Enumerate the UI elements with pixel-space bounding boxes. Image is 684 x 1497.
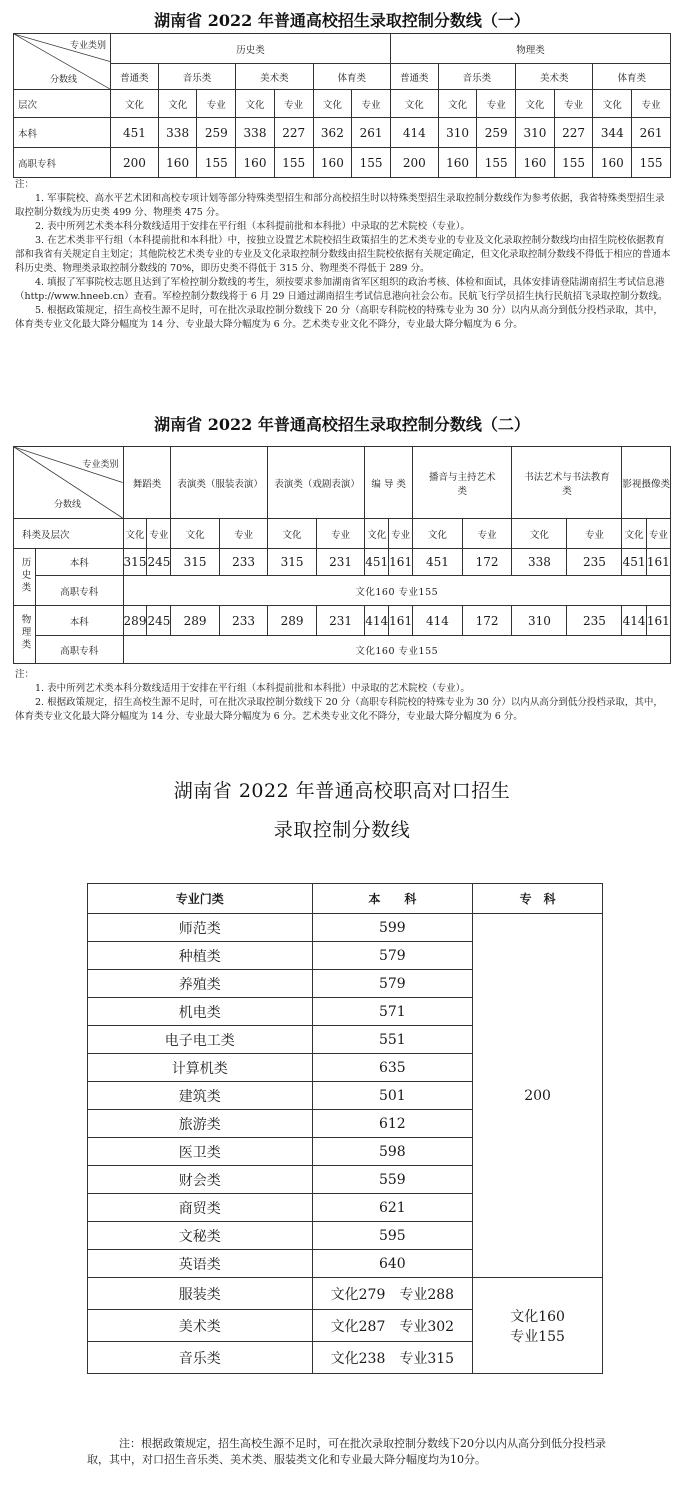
table2: [13, 446, 671, 664]
level-header: 科类及层次: [14, 519, 124, 549]
cell: 261: [632, 118, 671, 148]
score-cell: 文化287 专业302: [312, 1310, 473, 1342]
cell: 451: [111, 118, 159, 148]
cat-header: 表演类（戏剧表演）: [268, 447, 365, 519]
cell: 160: [593, 148, 632, 178]
cell: 161: [389, 606, 413, 636]
cell: 227: [274, 118, 313, 148]
col-zhuanye: 专业: [352, 90, 391, 118]
subcat-header: 美术类: [236, 64, 313, 90]
cell: 161: [389, 549, 413, 576]
table3-note: [87, 1436, 607, 1468]
cell: 310: [512, 606, 567, 636]
diag-top-label: 专业类别: [82, 460, 119, 470]
cell: 233: [219, 606, 267, 636]
col-wenhua: 文化: [622, 519, 646, 549]
category-cell: 财会类: [88, 1166, 313, 1194]
score-cell: 640: [312, 1250, 473, 1278]
score-cell: 文化279 专业288: [312, 1278, 473, 1310]
col-wenhua: 文化: [365, 519, 389, 549]
cell: 172: [462, 549, 512, 576]
subcat-header: 音乐类: [438, 64, 515, 90]
table1-notes: [15, 178, 671, 332]
cell: 160: [438, 148, 477, 178]
subcat-header: 体育类: [593, 64, 671, 90]
cell: 155: [352, 148, 391, 178]
col-zhuanye: 专业: [197, 90, 236, 118]
cell: 161: [646, 606, 670, 636]
note-line: 4. 填报了军事院校志愿且达到了军检控制分数线的考生，须按要求参加湖南省军区组织的政治考核、体检和面试，具体安排请登陆湖南招生考试信息港（http://www.hneeb.cn）查看。军检控制分数线将于 6 月 29 日通过湖南招生考试信息港向社会公布。民航飞行学员招生执行民航招飞录取控制分数线。: [15, 277, 668, 302]
col-wenhua: 文化: [313, 90, 352, 118]
category-cell: 养殖类: [88, 970, 313, 998]
subcat-header: 体育类: [313, 64, 390, 90]
note-line: 2. 表中所列艺术类本科分数线适用于安排在平行组（本科提前批和本科批）中录取的艺术院校（专业）。: [35, 221, 470, 232]
cell: 414: [365, 606, 389, 636]
note-heading: 注：: [15, 179, 35, 190]
col-zhuanye: 专业: [219, 519, 267, 549]
group-side-text: 物理类: [19, 614, 31, 652]
score-cell: 612: [312, 1110, 473, 1138]
diag-top-label: 专业类别: [69, 41, 106, 51]
group-side-text: 历史类: [19, 556, 31, 595]
category-cell: 建筑类: [88, 1082, 313, 1110]
subcat-header: 音乐类: [158, 64, 235, 90]
cell: 414: [390, 118, 438, 148]
col-wenhua: 文化: [593, 90, 632, 118]
cell: 289: [268, 606, 316, 636]
table-row: [14, 118, 671, 148]
cell: 315: [123, 549, 147, 576]
cell: 315: [268, 549, 316, 576]
cat-header: 书法艺术与书法教育类: [512, 447, 622, 519]
col-zhuanye: 专业: [147, 519, 171, 549]
category-cell: 电子电工类: [88, 1026, 313, 1054]
table-row: [14, 576, 671, 606]
col-wenhua: 文化: [516, 90, 555, 118]
col-wenhua: 文化: [158, 90, 197, 118]
cell: 344: [593, 118, 632, 148]
cell: 414: [413, 606, 463, 636]
cell: 160: [236, 148, 275, 178]
table1: [13, 33, 671, 178]
cell: 245: [147, 606, 171, 636]
table-row: [88, 914, 603, 942]
category-cell: 机电类: [88, 998, 313, 1026]
cell: 315: [171, 549, 219, 576]
cell: 289: [171, 606, 219, 636]
table1-title: 湖南省 2022 年普通高校招生录取控制分数线（一）: [154, 11, 530, 30]
cell: 200: [111, 148, 159, 178]
cell: 160: [313, 148, 352, 178]
category-cell: 美术类: [88, 1310, 313, 1342]
score-cell: 579: [312, 942, 473, 970]
category-cell: 种植类: [88, 942, 313, 970]
score-cell: 598: [312, 1138, 473, 1166]
note-line: 5. 根据政策规定，招生高校生源不足时，可在批次录取控制分数线下 20 分（高职专科院校的特殊专业为 30 分）以内从高分到低分投档录取，其中，体育类专业文化最大降分幅度为 14 分、专业最大降分幅度为 6 分。艺术类专业文化不降分，专业最大降分幅度为 6 分。: [15, 305, 663, 330]
table2-title: 湖南省 2022 年普通高校招生录取控制分数线（二）: [154, 415, 530, 434]
row-label: 本科: [14, 118, 111, 148]
cell: 259: [477, 118, 516, 148]
cell: 310: [516, 118, 555, 148]
category-cell: 计算机类: [88, 1054, 313, 1082]
cell: 161: [646, 549, 670, 576]
table2-notes: [15, 668, 671, 724]
merged-cell: 文化160 专业155: [123, 576, 670, 606]
cat-header: 舞蹈类: [123, 447, 171, 519]
category-cell: 旅游类: [88, 1110, 313, 1138]
cell: 235: [567, 606, 622, 636]
group-side-label: [14, 549, 36, 606]
cell: 155: [554, 148, 593, 178]
category-cell: 医卫类: [88, 1138, 313, 1166]
col-wenhua: 文化: [413, 519, 463, 549]
score-cell: 579: [312, 970, 473, 998]
group-header-physics: 物理类: [390, 34, 670, 64]
cell: 155: [632, 148, 671, 178]
score-cell: 599: [312, 914, 473, 942]
header-benke: 本 科: [312, 884, 473, 914]
cell: 155: [197, 148, 236, 178]
cell: 172: [462, 606, 512, 636]
cell: 261: [352, 118, 391, 148]
category-cell: 服装类: [88, 1278, 313, 1310]
col-wenhua: 文化: [438, 90, 477, 118]
subcat-header: 普通类: [111, 64, 159, 90]
col-zhuanye: 专业: [389, 519, 413, 549]
col-zhuanye: 专业: [646, 519, 670, 549]
cell: 451: [365, 549, 389, 576]
score-cell: 559: [312, 1166, 473, 1194]
row-label: 高职专科: [36, 576, 124, 606]
category-cell: 文秘类: [88, 1222, 313, 1250]
score-cell: 595: [312, 1222, 473, 1250]
note-line: 1. 军事院校、高水平艺术团和高校专项计划等部分特殊类型招生和部分高校招生时以特殊类型招生录取控制分数线作为参考依据，我省特殊类型招生录取控制分数线为历史类 499 分、物理类 475 分。: [15, 193, 665, 218]
zhuanke-art-line1: 文化160: [510, 1308, 565, 1325]
score-cell: 文化238 专业315: [312, 1342, 473, 1374]
col-zhuanye: 专业: [554, 90, 593, 118]
cell: 200: [390, 148, 438, 178]
col-wenhua: 文化: [390, 90, 438, 118]
note-line: 1. 表中所列艺术类本科分数线适用于安排在平行组（本科提前批和本科批）中录取的艺术院校（专业）。: [35, 683, 470, 694]
col-zhuanye: 专业: [316, 519, 364, 549]
table-row: [14, 549, 671, 576]
cell: 245: [147, 549, 171, 576]
group-side-label: [14, 606, 36, 664]
note-line: 注：根据政策规定，招生高校生源不足时，可在批次录取控制分数线下20分以内从高分到低分投档录取，其中，对口招生音乐类、美术类、服装类文化和专业最大降分幅度均为10分。: [87, 1437, 606, 1466]
score-cell: 571: [312, 998, 473, 1026]
group-header-history: 历史类: [111, 34, 391, 64]
cell: 155: [477, 148, 516, 178]
col-zhuanye: 专业: [632, 90, 671, 118]
subcat-header: 美术类: [516, 64, 593, 90]
zhuanke-art-merged-cell: [473, 1278, 603, 1374]
col-wenhua: 文化: [171, 519, 219, 549]
cell: 362: [313, 118, 352, 148]
cat-header: 编 导 类: [365, 447, 413, 519]
row-label: 本科: [36, 549, 124, 576]
header-category: 专业门类: [88, 884, 313, 914]
col-wenhua: 文化: [111, 90, 159, 118]
row-label: 本科: [36, 606, 124, 636]
score-cell: 501: [312, 1082, 473, 1110]
merged-cell: 文化160 专业155: [123, 636, 670, 664]
cell: 231: [316, 549, 364, 576]
cat-header: 播音与主持艺术类: [413, 447, 512, 519]
cell: 160: [158, 148, 197, 178]
cell: 227: [554, 118, 593, 148]
header-zhuanke: 专 科: [473, 884, 603, 914]
table3-title-line1: 湖南省 2022 年普通高校职高对口招生: [173, 780, 511, 802]
row-label: 高职专科: [14, 148, 111, 178]
col-wenhua: 文化: [123, 519, 147, 549]
col-zhuanye: 专业: [274, 90, 313, 118]
table-row: [14, 606, 671, 636]
diag-mid-label: 分数线: [54, 500, 82, 510]
note-line: 2. 根据政策规定，招生高校生源不足时，可在批次录取控制分数线下 20 分（高职专科院校的特殊专业为 30 分）以内从高分到低分投档录取，其中，体育类专业文化最大降分幅度为 14 分、专业最大降分幅度为 6 分。艺术类专业文化不降分，专业最大降分幅度为 6 分。: [15, 697, 663, 722]
note-heading: 注：: [15, 669, 35, 680]
table1-diagonal-header: [14, 34, 111, 90]
cell: 451: [622, 549, 646, 576]
cell: 310: [438, 118, 477, 148]
col-wenhua: 文化: [236, 90, 275, 118]
cell: 233: [219, 549, 267, 576]
cell: 235: [567, 549, 622, 576]
table-row: [14, 148, 671, 178]
score-cell: 635: [312, 1054, 473, 1082]
category-cell: 师范类: [88, 914, 313, 942]
category-cell: 商贸类: [88, 1194, 313, 1222]
level-header: 层次: [14, 90, 111, 118]
cell: 338: [158, 118, 197, 148]
cell: 414: [622, 606, 646, 636]
note-line: 3. 在艺术类非平行组（本科提前批和本科批）中，按独立设置艺术院校招生政策招生的艺术类专业的专业及文化录取控制分数线均由招生院校依据教育部和我省有关规定自主划定；其他院校艺术类专业的专业及文化录取控制分数线由招生院校依据有关规定确定，但文化录取控制分数线不得低于相应的普通本科历史类、物理类录取控制分数线的 70%，即历史类不得低于 315 分、物理类不得低于 289 分。: [15, 235, 671, 274]
col-zhuanye: 专业: [477, 90, 516, 118]
table3-title-line2: 录取控制分数线: [273, 819, 411, 841]
cell: 289: [123, 606, 147, 636]
cell: 231: [316, 606, 364, 636]
cell: 338: [512, 549, 567, 576]
cat-header: 表演类（服装表演）: [171, 447, 268, 519]
cell: 160: [516, 148, 555, 178]
score-cell: 621: [312, 1194, 473, 1222]
score-cell: 551: [312, 1026, 473, 1054]
zhuanke-merged-cell: 200: [473, 914, 603, 1278]
cell: 338: [236, 118, 275, 148]
zhuanke-art-line2: 专业155: [510, 1328, 565, 1345]
cell: 451: [413, 549, 463, 576]
row-label: 高职专科: [36, 636, 124, 664]
col-wenhua: 文化: [268, 519, 316, 549]
col-zhuanye: 专业: [462, 519, 512, 549]
table2-diagonal-header: [14, 447, 124, 519]
table3: [87, 883, 603, 1374]
col-wenhua: 文化: [512, 519, 567, 549]
subcat-header: 普通类: [390, 64, 438, 90]
category-cell: 英语类: [88, 1250, 313, 1278]
table-row: [14, 636, 671, 664]
cell: 155: [274, 148, 313, 178]
category-cell: 音乐类: [88, 1342, 313, 1374]
diag-mid-label: 分数线: [50, 75, 78, 85]
cell: 259: [197, 118, 236, 148]
table-row: [88, 1278, 603, 1310]
col-zhuanye: 专业: [567, 519, 622, 549]
cat-header: 影视摄像类: [622, 447, 671, 519]
